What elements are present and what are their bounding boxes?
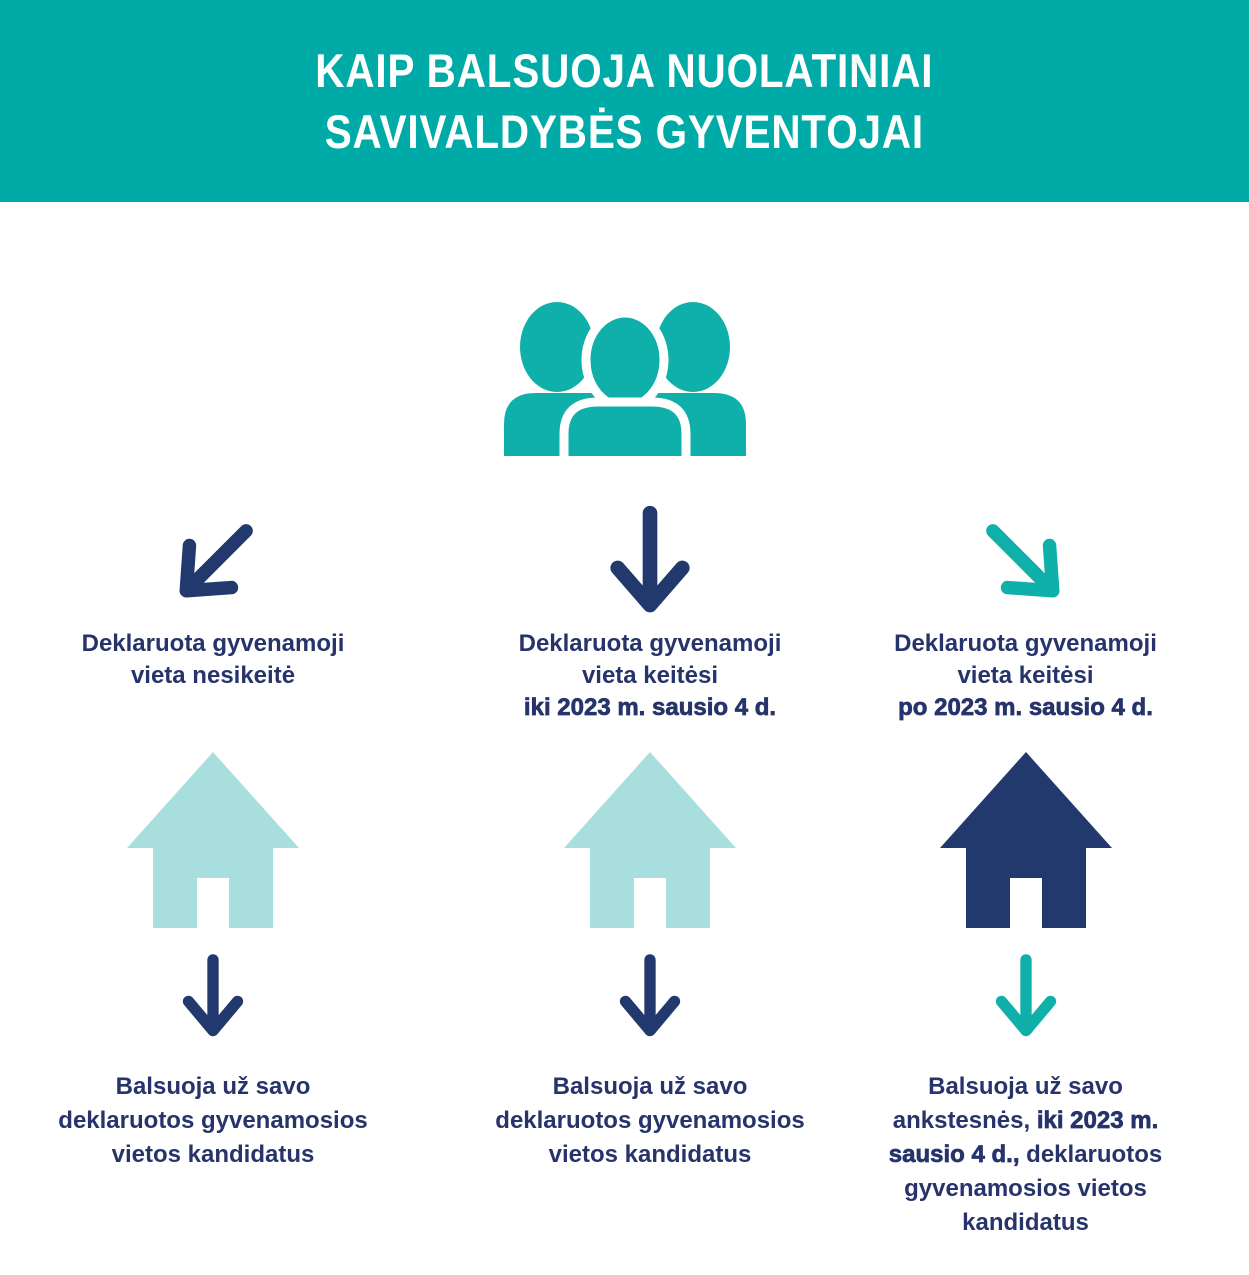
header-banner [0, 0, 1249, 202]
condition-text [519, 628, 782, 734]
arrow-down-icon [993, 954, 1059, 1044]
text-line: sausio 4 d., deklaruotos [888, 1141, 1163, 1168]
result-arrow-slot [180, 928, 246, 1070]
text-line: vieta keitėsi [581, 662, 719, 689]
text-line: Deklaruota gyvenamoji [81, 630, 345, 657]
people-row [0, 298, 1249, 456]
arrow-down-icon [606, 505, 694, 623]
condition-text [894, 628, 1157, 734]
branch-arrow-slot [985, 500, 1067, 628]
text-line: ankstesnės, iki 2023 m. [892, 1107, 1159, 1134]
page-title [315, 40, 933, 162]
result-arrow-slot [617, 928, 683, 1070]
house-icon [123, 748, 303, 928]
text-line: gyvenamosios vietos [904, 1175, 1147, 1202]
text-line: Deklaruota gyvenamoji [894, 630, 1157, 657]
result-arrow-slot [993, 928, 1059, 1070]
house-slot [123, 748, 303, 928]
page-title-line-2: SAVIVALDYBĖS GYVENTOJAI [324, 105, 925, 158]
text-line: vieta nesikeitė [130, 662, 296, 689]
result-text [495, 1070, 804, 1172]
house-slot [936, 748, 1116, 928]
text-line: vietos kandidatus [111, 1141, 315, 1168]
text-line: Balsuoja už savo [928, 1073, 1123, 1100]
text-line: Deklaruota gyvenamoji [518, 630, 782, 657]
result-text [889, 1070, 1162, 1240]
columns-grid [0, 500, 1249, 1240]
condition-text [82, 628, 345, 734]
people-group-icon [500, 298, 750, 456]
text-line: kandidatus [962, 1209, 1089, 1236]
text-line: deklaruotos gyvenamosios [495, 1107, 805, 1134]
column-residence-changed-after [874, 500, 1249, 1240]
text-line: Balsuoja už savo [115, 1073, 311, 1100]
text-line: iki 2023 m. sausio 4 d. [523, 694, 777, 721]
page-title-line-1: KAIP BALSUOJA NUOLATINIAI [315, 44, 934, 97]
house-slot [560, 748, 740, 928]
text-line: po 2023 m. sausio 4 d. [898, 694, 1153, 721]
arrow-down-right-icon [958, 497, 1092, 631]
house-icon [560, 748, 740, 928]
arrow-down-icon [617, 954, 683, 1044]
text-line: deklaruotos gyvenamosios [58, 1107, 368, 1134]
result-text [58, 1070, 367, 1172]
branch-arrow-slot [172, 500, 254, 628]
house-icon [936, 748, 1116, 928]
column-residence-changed-before [426, 500, 874, 1240]
arrow-down-icon [180, 954, 246, 1044]
text-line: vieta keitėsi [957, 662, 1094, 689]
text-line: vietos kandidatus [548, 1141, 752, 1168]
column-residence-unchanged [0, 500, 426, 1240]
text-line: Balsuoja už savo [552, 1073, 748, 1100]
branch-arrow-slot [606, 500, 694, 628]
arrow-down-left-icon [146, 497, 280, 631]
